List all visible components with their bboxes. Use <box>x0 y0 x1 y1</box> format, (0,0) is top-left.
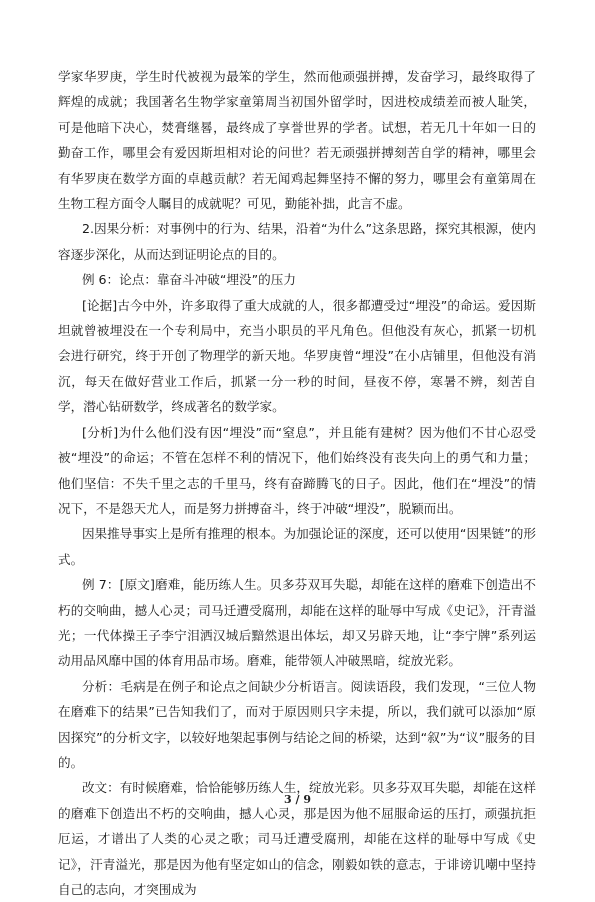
example-6-analysis: [分析]为什么他们没有因“埋没”而“窒息”，并且能有建树？因为他们不甘心忍受被“埋没”的命运；不管在怎样不利的情况下，他们始终没有丧失向上的勇气和力量；他们坚信：不失千里之志的千里马，终有奋蹄腾飞的日子。因此，他们在“埋没”的情况下，不是怨天尤人，而是努力拼搏奋斗，终于冲破“埋没”，脱颖而出。 <box>58 424 536 516</box>
paragraph-continuation: 学家华罗庚，学生时代被视为最笨的学生，然而他顽强拼搏，发奋学习，最终取得了辉煌的成就；我国著名生物学家童第周当初国外留学时，因进校成绩差而被人耻笑，可是他暗下决心，焚膏继晷，最终成了享誉世界的学者。试想，若无几十年如一日的勤奋工作，哪里会有爱因斯坦相对论的问世？若无顽强拼搏刻苦自学的精神，哪里会有华罗庚在数学方面的卓越贡献？若无闻鸡起舞坚持不懈的努力，哪里会有童第周在生物工程方面令人瞩目的成就呢？可见，勤能补拙，此言不虚。 <box>58 69 536 212</box>
example-7-revision: 改文：有时候磨难，恰恰能够历练人生，绽放光彩。贝多芬双耳失聪，却能在这样的磨难下创造出不朽的交响曲，撼人心灵，那是因为他不屈服命运的压打，顽强抗拒厄运，才谱出了人类的心灵之歌；司马迁遭受腐刑，却能在这样的耻辱中写成《史记》，汗青溢光，那是因为他有坚定如山的信念，刚毅如铁的意志，于诽谤讥嘲中坚持自己的志向，才突围成为 <box>58 780 536 897</box>
example-7-original: 例 7：[原文]磨难，能历练人生。贝多芬双耳失聪，却能在这样的磨难下创造出不朽的交响曲，撼人心灵；司马迁遭受腐刑，却能在这样的耻辱中写成《史记》，汗青溢光；一代体操王子李宁泪洒汉城后黯然退出体坛，却又另辟天地，让“李宁牌”系列运动用品风靡中国的体育用品市场。磨难，能带领人冲破黑暗，绽放光彩。 <box>58 577 536 669</box>
example-7-analysis: 分析：毛病是在例子和论点之间缺少分析语言。阅读语段，我们发现，“三位人物在磨难下的结果”已告知我们了，而对于原因则只字未提，所以，我们就可以添加“原因探究”的分析文字，以较好地架起事例与结论之间的桥梁，达到“叙”为“议”服务的目的。 <box>58 678 536 770</box>
paragraph-causal-chain: 因果推导事实上是所有推理的根本。为加强论证的深度，还可以使用“因果链”的形式。 <box>58 526 536 567</box>
example-6-heading: 例 6：论点：靠奋斗冲破“埋没”的压力 <box>81 272 296 288</box>
page-number: 3 / 9 <box>284 793 311 806</box>
page-body <box>58 64 536 902</box>
paragraph-causal-analysis: 2.因果分析：对事例中的行为、结果，沿着“为什么”这条思路，探究其根源，使内容逐步深化，从而达到证明论点的目的。 <box>58 221 536 262</box>
example-6-evidence: [论据]古今中外，许多取得了重大成就的人，很多都遭受过“埋没”的命运。爱因斯坦就曾被埋没在一个专利局中，充当小职员的平凡角色。但他没有灰心，抓紧一切机会进行研究，终于开创了物理学的新天地。华罗庚曾“埋没”在小店铺里，但他没有消沉，每天在做好营业工作后，抓紧一分一秒的时间，昼夜不停，寒暑不辨，刻苦自学，潜心钻研数学，终成著名的数学家。 <box>58 297 536 415</box>
